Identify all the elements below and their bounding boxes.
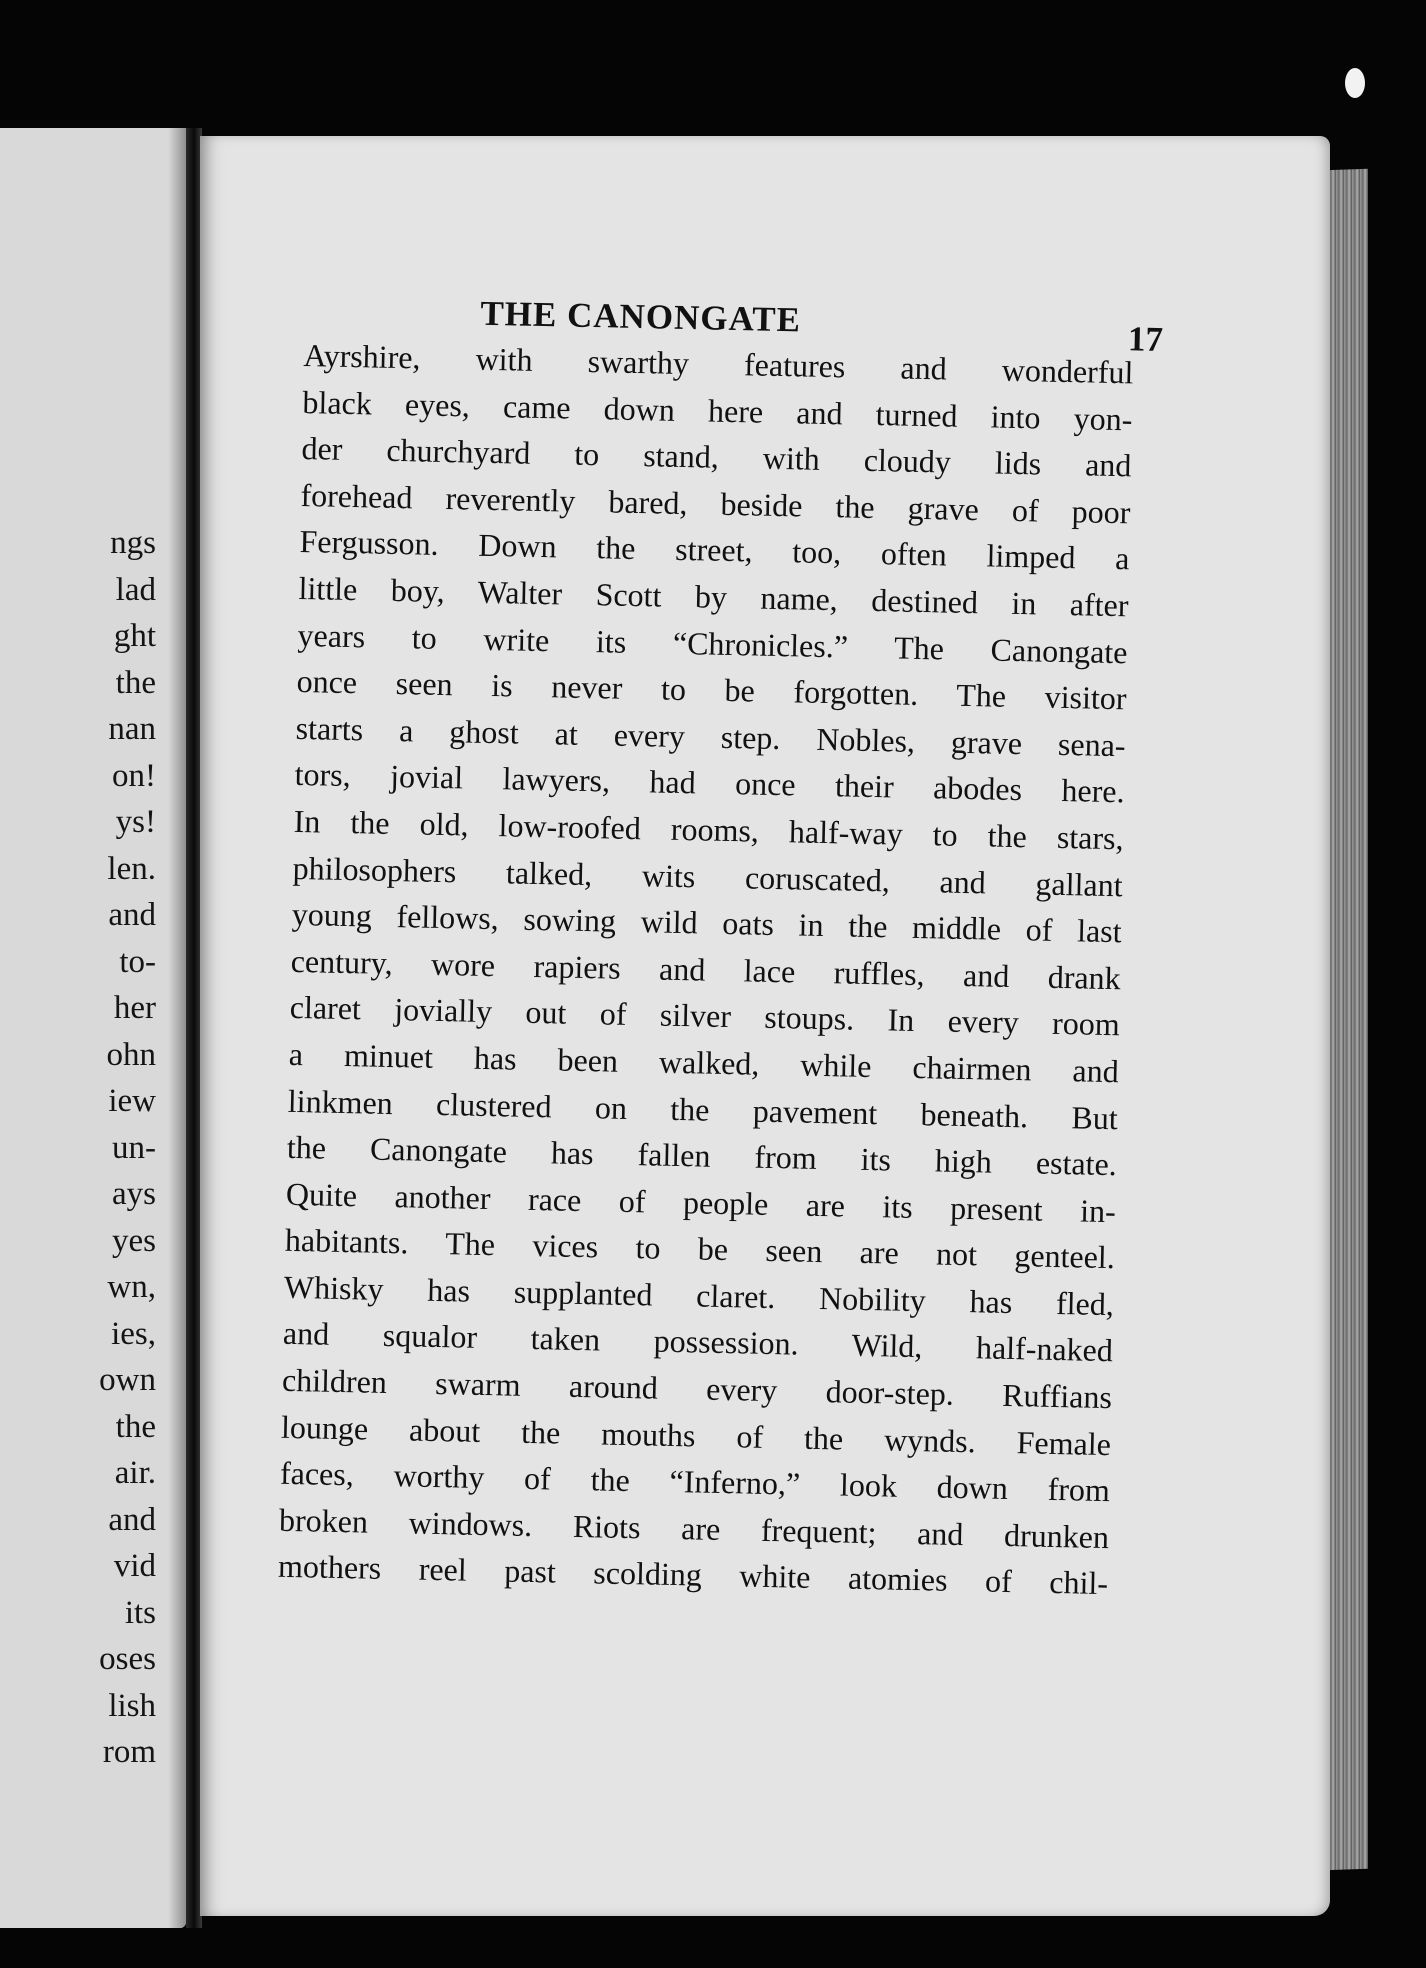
left-line: the [115,1408,156,1445]
left-line: len. [107,850,156,887]
left-line: lad [115,571,156,608]
left-line: to- [119,943,156,980]
text-line: children swarm around every door-step. Ruffians [281,1361,1113,1416]
text-line: the Canongate has fallen from its high estate. [286,1128,1118,1183]
left-line: nan [108,711,156,747]
text-line: Fergusson. Down the street, too, often limped a [299,523,1130,577]
text-line: mothers reel past scolding white atomies of chil- [277,1548,1109,1602]
text-line: forehead reverently bared, beside the grave of poor [300,476,1131,531]
left-line: the [115,664,156,701]
left-line: ohn [106,1036,156,1073]
text-line: Whisky has supplanted claret. Nobility has fled, [283,1268,1115,1323]
left-line: vid [113,1548,156,1584]
left-line: wn, [107,1269,156,1305]
left-line: ays [112,1176,156,1212]
text-line: little boy, Walter Scott by name, destined in after [298,569,1129,624]
page-text-block [277,293,1164,1607]
left-line: un- [112,1129,156,1166]
text-line: broken windows. Riots are frequent; and drunken [278,1501,1110,1555]
left-page [0,128,186,1928]
text-line: der churchyard to stand, with cloudy lids and [301,430,1132,484]
text-line: a minuet has been walked, while chairmen and [288,1035,1120,1090]
text-line: claret jovially out of silver stoups. In every room [289,989,1121,1043]
left-line: ies, [111,1315,156,1352]
text-line: habitants. The vices to be seen are not genteel. [284,1222,1116,1276]
gutter-shadow [168,128,186,1928]
left-line: yes [112,1222,156,1259]
left-line: ys! [115,804,156,840]
left-line: iew [108,1083,156,1119]
left-line: and [108,897,156,933]
text-line: Quite another race of people are its present in- [285,1175,1117,1229]
left-line: oses [99,1641,156,1677]
left-line: its [124,1594,156,1631]
text-line: young fellows, sowing wild oats in the middle of last [291,896,1123,950]
page-number: 17 [1127,319,1164,359]
text-line: faces, worthy of the “Inferno,” look down from [279,1455,1111,1509]
text-line: linkmen clustered on the pavement beneath. But [287,1082,1119,1136]
left-line: ngs [110,525,156,561]
left-line: own [99,1362,156,1398]
left-line: on! [112,757,156,794]
text-line: lounge about the mouths of the wynds. Female [280,1408,1112,1462]
left-line: and [108,1501,156,1538]
text-line: years to write its “Chronicles.” The Canongate [297,616,1128,670]
running-head: THE CANONGATE [480,293,802,340]
text-line: tors, jovial lawyers, had once their abodes here. [294,756,1125,810]
text-line: century, wore rapiers and lace ruffles, and drank [290,942,1122,996]
text-line: In the old, low-roofed rooms, half-way to the stars, [293,802,1124,857]
body-text [278,332,1134,1607]
left-page-text [99,520,156,1776]
left-line: rom [102,1734,156,1770]
text-line: philosophers talked, wits coruscated, and gallant [292,849,1123,903]
right-page [200,136,1330,1916]
text-line: Ayrshire, with swarthy features and wonderful [303,336,1134,391]
left-line: ght [113,618,156,654]
left-line: her [113,990,156,1026]
dust-speck [1345,68,1365,98]
text-line: black eyes, came down here and turned into yon- [302,383,1133,437]
left-line: air. [114,1455,156,1491]
text-line: and squalor taken possession. Wild, half-naked [282,1315,1114,1369]
left-line: lish [108,1687,156,1724]
text-line: once seen is never to be forgotten. The visitor [296,663,1127,717]
text-line: starts a ghost at every step. Nobles, grave sena- [295,709,1126,764]
